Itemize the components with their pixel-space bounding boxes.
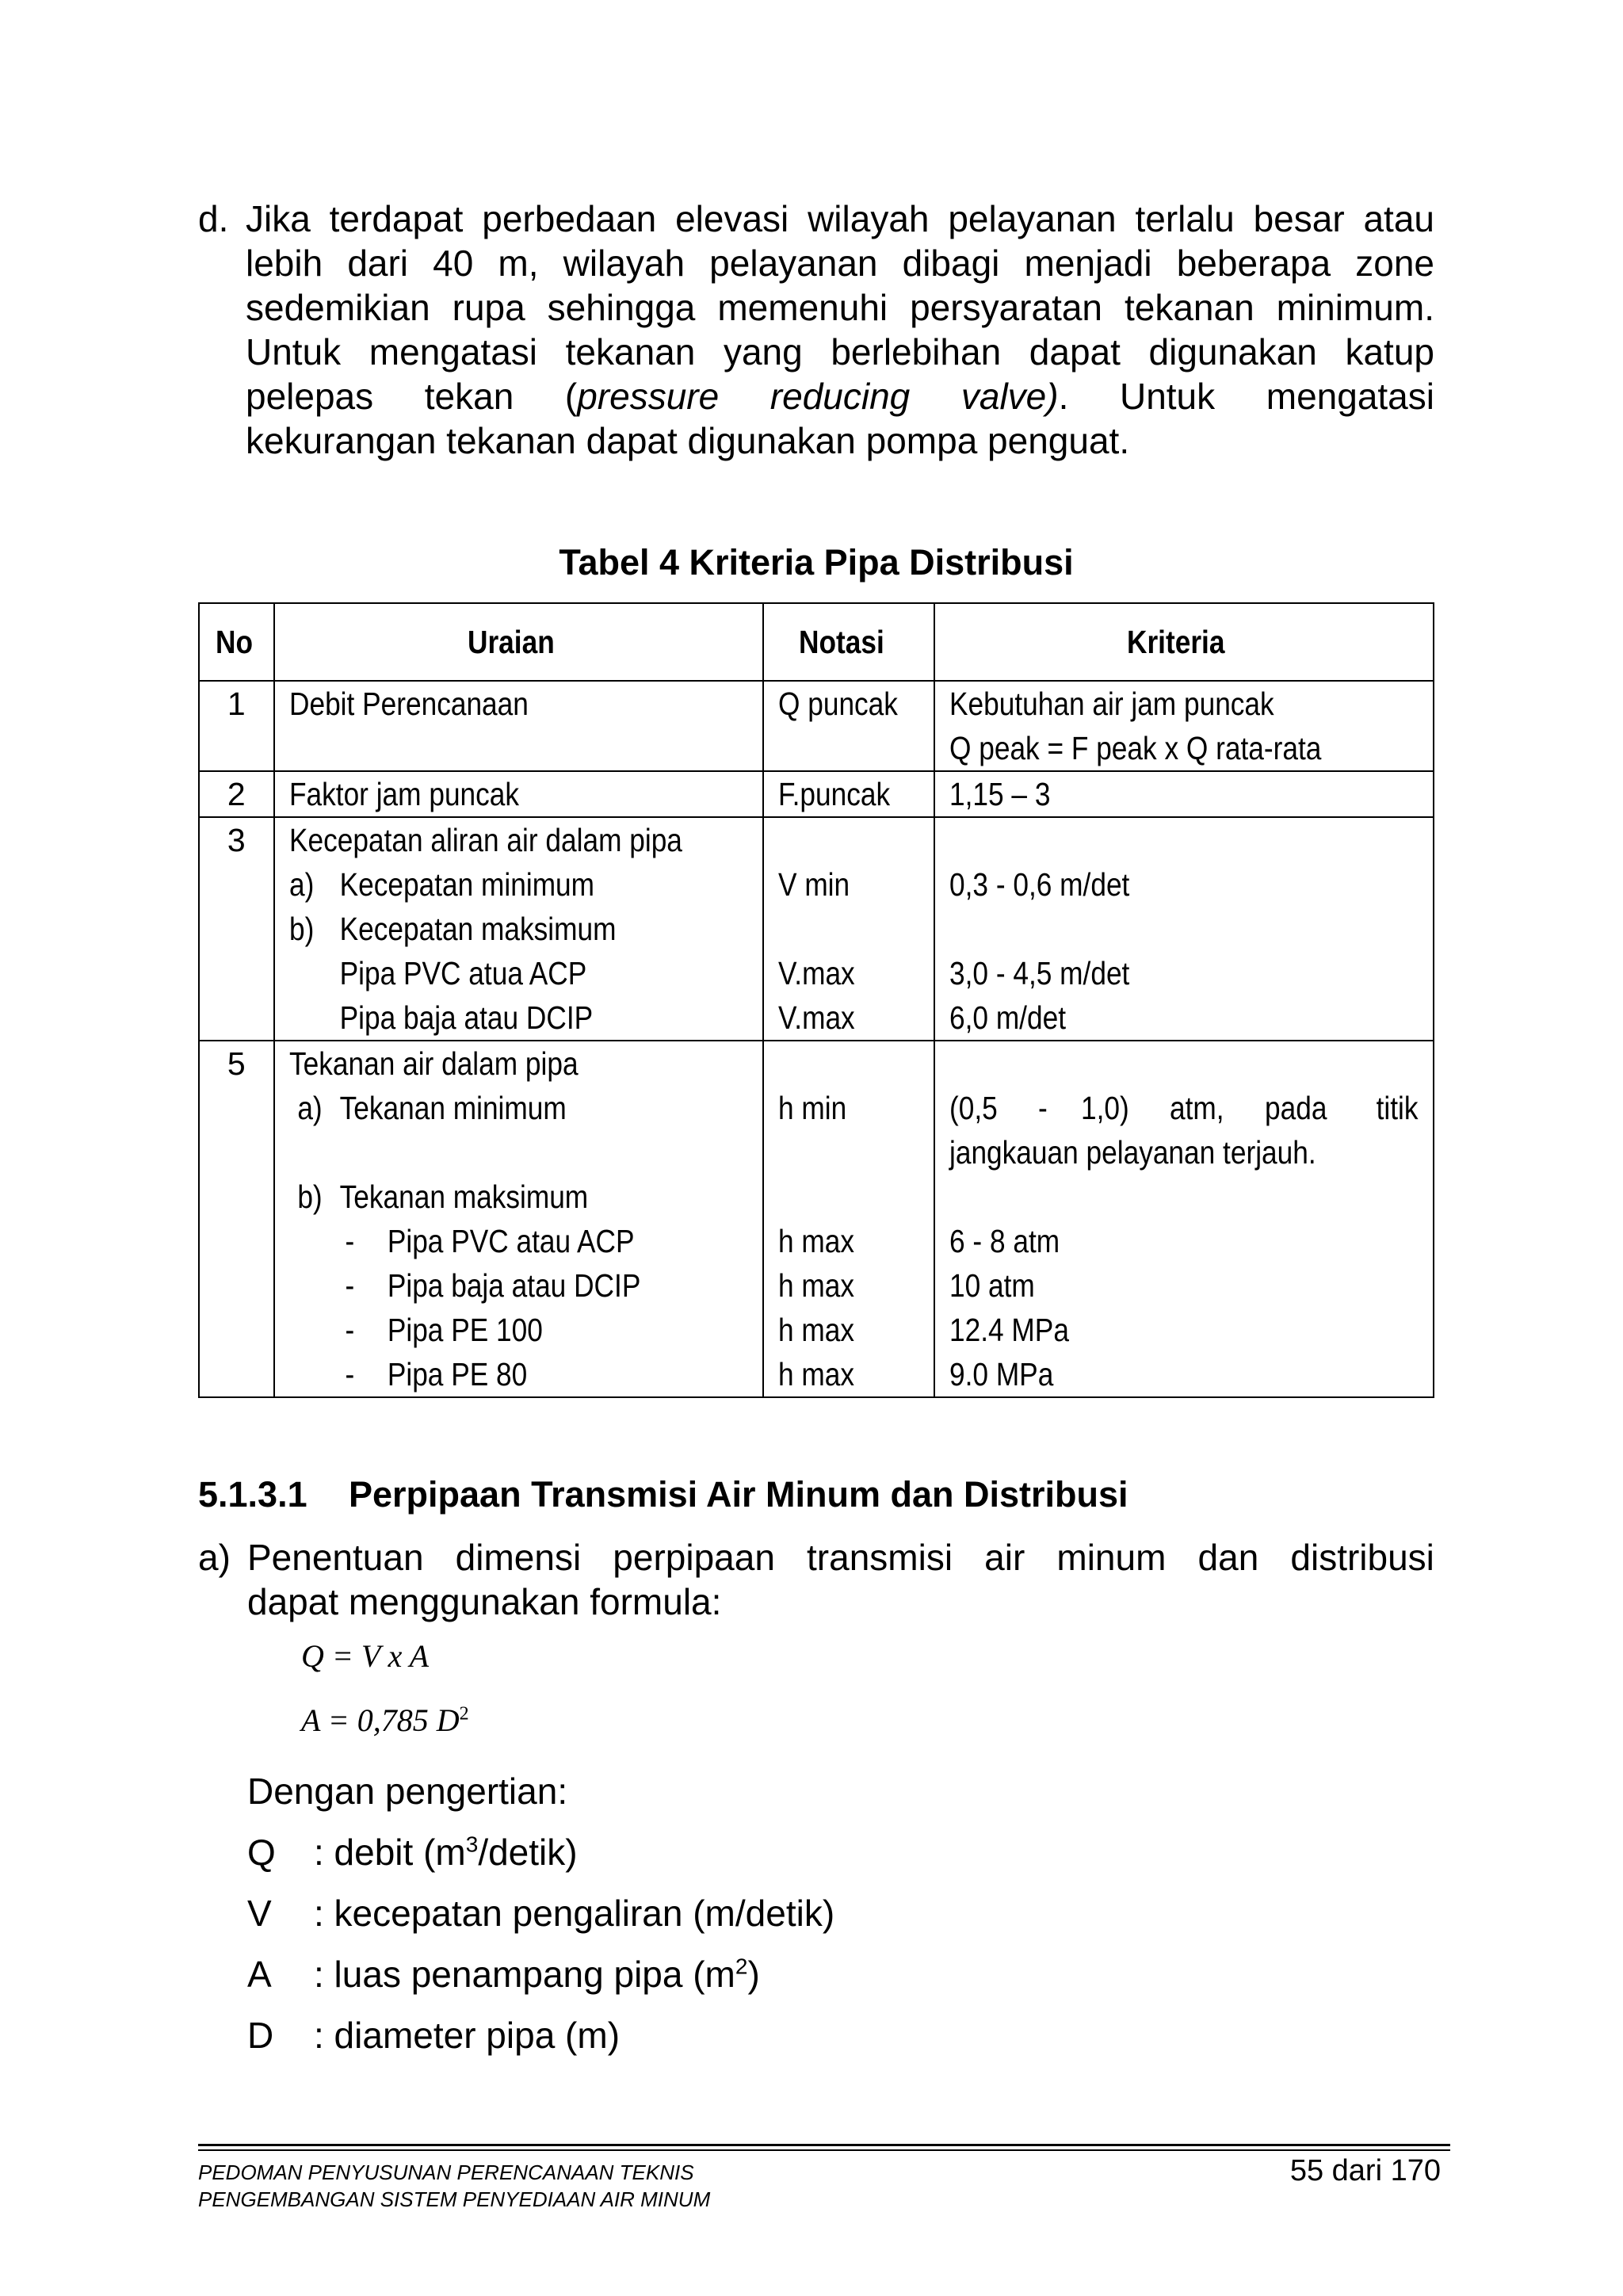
formula-a-exponent: 2 bbox=[459, 1703, 469, 1725]
legend-text: : kecepatan pengaliran (m/detik) bbox=[314, 1893, 835, 1934]
line-part: valve). bbox=[960, 376, 1069, 417]
cell-notasi: Q puncak bbox=[763, 681, 934, 771]
table-row bbox=[199, 681, 1434, 771]
header-notasi: Notasi bbox=[763, 603, 934, 681]
list-marker: a) bbox=[198, 1537, 231, 1578]
cell-notasi: h min h max h max h max h max bbox=[763, 1041, 934, 1397]
header-no: No bbox=[199, 603, 274, 681]
legend-symbol: Q bbox=[247, 1832, 276, 1873]
legend-symbol: D bbox=[247, 2015, 274, 2056]
line-part: reducing bbox=[769, 376, 911, 417]
paragraph-a bbox=[198, 1535, 1434, 1624]
legend-text-post: ) bbox=[747, 1954, 760, 1995]
section-heading bbox=[198, 1474, 1128, 1515]
header-kriteria: Kriteria bbox=[934, 603, 1434, 681]
paragraph-line: sedemikian rupa sehingga memenuhi persyaratan tekanan minimum. bbox=[246, 287, 1434, 328]
section-number: 5.1.3.1 bbox=[198, 1474, 307, 1515]
table-row bbox=[199, 1041, 1434, 1397]
cell-notasi: F.puncak bbox=[763, 771, 934, 817]
formula-q: Q = V x A bbox=[301, 1638, 430, 1674]
line-part: mengatasi bbox=[1266, 376, 1434, 417]
cell-kriteria: 0,3 - 0,6 m/det 3,0 - 4,5 m/det 6,0 m/det bbox=[934, 817, 1434, 1041]
cell-uraian: Tekanan air dalam pipa a) Tekanan minimum b) Tekanan maksimum - Pipa PVC atau ACP - Pipa baja atau DCIP - Pipa PE 100 - Pipa PE 80 bbox=[274, 1041, 763, 1397]
paragraph-line: lebih dari 40 m, wilayah pelayanan dibagi menjadi beberapa zone bbox=[246, 243, 1434, 284]
table-row bbox=[199, 771, 1434, 817]
legend-item bbox=[247, 1831, 578, 1874]
line-part: Penentuan bbox=[247, 1537, 424, 1578]
footer-line-1: PEDOMAN PENYUSUNAN PERENCANAAN TEKNIS bbox=[198, 2160, 694, 2184]
legend-symbol: A bbox=[247, 1954, 272, 1995]
line-part: air bbox=[984, 1537, 1025, 1578]
paragraph-line: kekurangan tekanan dapat digunakan pompa penguat. bbox=[246, 420, 1130, 461]
table-title: Tabel 4 Kriteria Pipa Distribusi bbox=[559, 542, 1074, 583]
legend-text: : luas penampang pipa (m bbox=[314, 1954, 735, 1995]
footer-rule bbox=[198, 2144, 1450, 2146]
footer-rule-thin bbox=[198, 2149, 1450, 2151]
cell-no: 3 bbox=[199, 817, 274, 1041]
paragraph-line: dapat menggunakan formula: bbox=[247, 1581, 722, 1622]
legend-item bbox=[247, 2014, 620, 2057]
cell-notasi: V min V.max V.max bbox=[763, 817, 934, 1041]
table-row bbox=[199, 817, 1434, 1041]
criteria-table bbox=[198, 602, 1434, 1398]
line-part: perpipaan bbox=[613, 1537, 775, 1578]
list-marker: d. bbox=[198, 198, 229, 239]
legend-item bbox=[247, 1953, 760, 1996]
line-part: pelepas bbox=[246, 376, 374, 417]
cell-kriteria: Kebutuhan air jam puncak Q peak = F peak x Q rata-rata bbox=[934, 681, 1434, 771]
legend-symbol: V bbox=[247, 1893, 272, 1934]
paragraph-line: Untuk mengatasi tekanan yang berlebihan dapat digunakan katup bbox=[246, 331, 1434, 372]
page-number: 55 dari 170 bbox=[1289, 2154, 1441, 2187]
cell-uraian: Faktor jam puncak bbox=[274, 771, 763, 817]
legend-item bbox=[247, 1892, 834, 1935]
line-part: minum bbox=[1056, 1537, 1167, 1578]
paragraph-line: Jika terdapat perbedaan elevasi wilayah pelayanan terlalu besar atau bbox=[246, 198, 1434, 239]
formula-a-base: A = 0,785 D bbox=[301, 1702, 460, 1738]
cell-uraian: Kecepatan aliran air dalam pipa a) Kecepatan minimum b) Kecepatan maksimum Pipa PVC atua ACP Pipa baja atau DCIP bbox=[274, 817, 763, 1041]
footer-line-2: PENGEMBANGAN SISTEM PENYEDIAAN AIR MINUM bbox=[198, 2187, 711, 2211]
section-title: Perpipaan Transmisi Air Minum dan Distribusi bbox=[349, 1474, 1128, 1515]
cell-uraian: Debit Perencanaan bbox=[274, 681, 763, 771]
legend-text-post: /detik) bbox=[478, 1832, 578, 1873]
legend-sup: 3 bbox=[465, 1832, 479, 1857]
line-part: dimensi bbox=[455, 1537, 582, 1578]
line-part: Untuk bbox=[1119, 376, 1216, 417]
line-part: distribusi bbox=[1290, 1537, 1434, 1578]
line-part: dan bbox=[1197, 1537, 1259, 1578]
paragraph-d bbox=[198, 197, 1434, 463]
line-part: (pressure bbox=[564, 376, 720, 417]
legend-intro: Dengan pengertian: bbox=[247, 1771, 568, 1812]
cell-no: 5 bbox=[199, 1041, 274, 1397]
cell-no: 2 bbox=[199, 771, 274, 817]
formula-a bbox=[301, 1702, 469, 1739]
cell-kriteria: (0,5 - 1,0) atm, pada titik jangkauan pelayanan terjauh. 6 - 8 atm 10 atm 12.4 MPa 9.0 MPa bbox=[934, 1041, 1434, 1397]
legend-sup: 2 bbox=[735, 1954, 748, 1979]
legend-text: : debit (m bbox=[314, 1832, 466, 1873]
cell-no: 1 bbox=[199, 681, 274, 771]
line-part: tekan bbox=[424, 376, 514, 417]
header-uraian: Uraian bbox=[274, 603, 763, 681]
cell-kriteria: 1,15 – 3 bbox=[934, 771, 1434, 817]
paragraph-line bbox=[247, 1535, 1434, 1580]
line-part: transmisi bbox=[807, 1537, 953, 1578]
legend-text: : diameter pipa (m) bbox=[314, 2015, 621, 2056]
table-header-row bbox=[199, 603, 1434, 681]
paragraph-line bbox=[246, 374, 1434, 418]
